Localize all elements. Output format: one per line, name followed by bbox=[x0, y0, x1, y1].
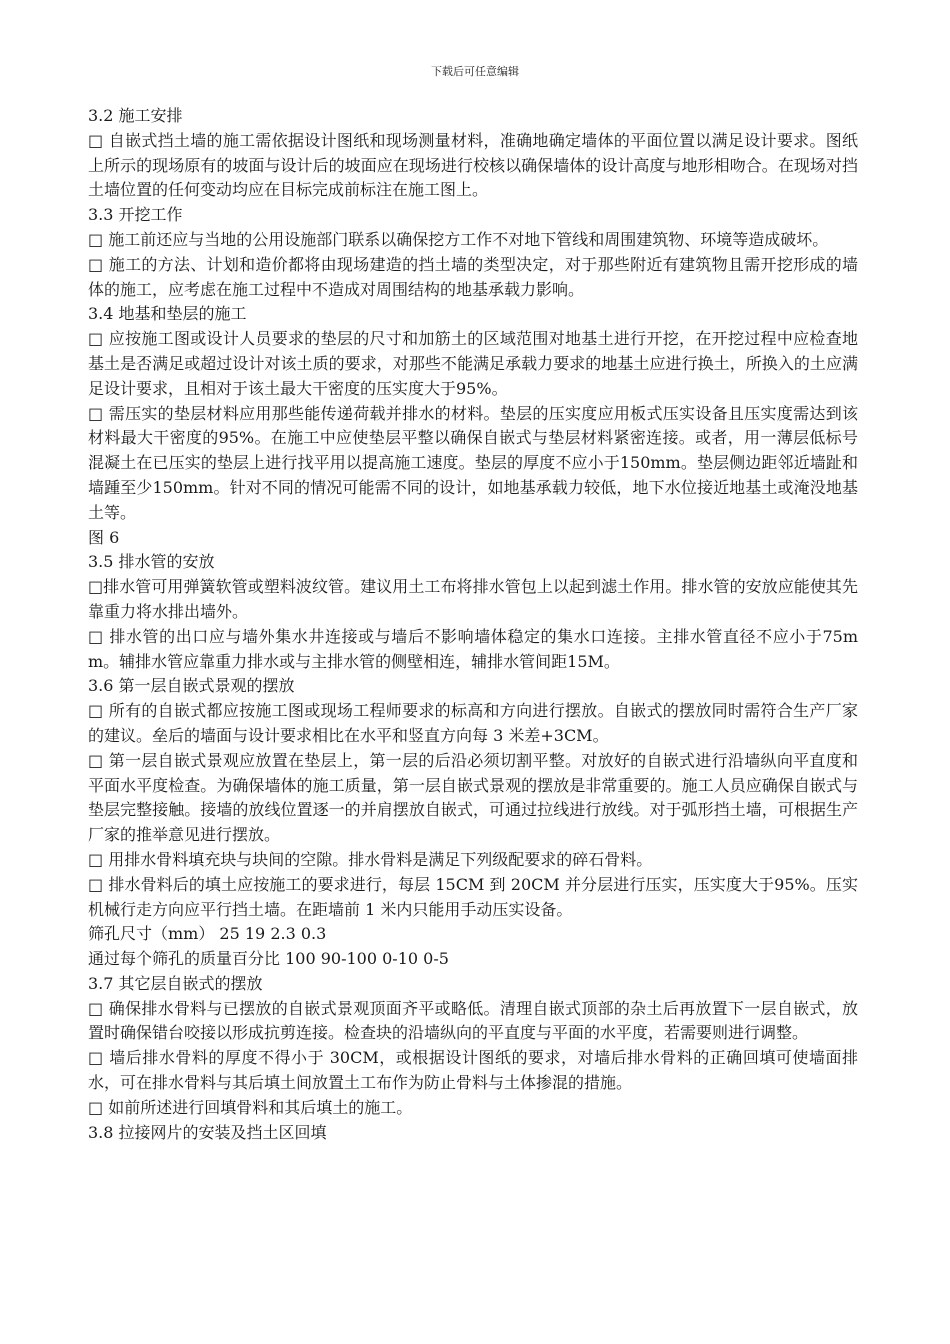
heading-3-3: 3.3 开挖工作 bbox=[88, 205, 183, 225]
paragraph: □ 自嵌式挡土墙的施工需依据设计图纸和现场测量材料，准确地确定墙体的平面位置以满足设计要求。图纸上所示的现场原有的坡面与设计后的坡面应在现场进行校核以确保墙体的设计高度与地形相吻合。在现场对挡土墙位置的任何变动均应在目标完成前标注在施工图上。 bbox=[88, 130, 858, 200]
heading-3-6: 3.6 第一层自嵌式景观的摆放 bbox=[88, 676, 295, 696]
paragraph: □ 墙后排水骨料的厚度不得小于 30CM，或根据设计图纸的要求，对墙后排水骨料的正确回填可使墙面排水，可在排水骨料与其后填土间放置土工布作为防止骨料与土体掺混的措施。 bbox=[88, 1048, 858, 1093]
paragraph: □ 如前所述进行回填骨料和其后填土的施工。 bbox=[88, 1097, 413, 1117]
paragraph: □ 用排水骨料填充块与块间的空隙。排水骨料是满足下列级配要求的碎石骨料。 bbox=[88, 849, 653, 869]
sieve-size-row: 筛孔尺寸（mm） 25 19 2.3 0.3 bbox=[88, 924, 327, 944]
paragraph: □ 第一层自嵌式景观应放置在垫层上，第一层的后沿必须切割平整。对放好的自嵌式进行沿墙纵向平直度和平面水平度检查。为确保墙体的施工质量，第一层自嵌式景观的摆放是非常重要的。施工人员应确保自嵌式与垫层完整接触。接墙的放线位置逐一的并肩摆放自嵌式，可通过拉线进行放线。对于弧形挡土墙，可根据生产厂家的推举意见进行摆放。 bbox=[88, 750, 858, 845]
heading-3-8: 3.8 拉接网片的安装及挡土区回填 bbox=[88, 1122, 327, 1142]
paragraph: □ 应按施工图或设计人员要求的垫层的尺寸和加筋土的区域范围对地基土进行开挖，在开挖过程中应检查地基土是否满足或超过设计对该土质的要求，对那些不能满足承载力要求的地基土应进行换土，所换入的土应满足设计要求，且相对于该土最大干密度的压实度大于95%。 bbox=[88, 329, 858, 398]
page-header: 下载后可任意编辑 bbox=[431, 65, 519, 78]
sieve-pass-row: 通过每个筛孔的质量百分比 100 90-100 0-10 0-5 bbox=[88, 949, 449, 969]
heading-3-7: 3.7 其它层自嵌式的摆放 bbox=[88, 973, 263, 993]
paragraph: □ 排水骨料后的填土应按施工的要求进行，每层 15CM 到 20CM 并分层进行压实，压实度大于95%。压实机械行走方向应平行挡土墙。在距墙前 1 米内只能用手动压实设备。 bbox=[88, 874, 858, 919]
paragraph: □ 施工的方法、计划和造价都将由现场建造的挡土墙的类型决定，对于那些附近有建筑物且需开挖形成的墙体的施工，应考虑在施工过程中不造成对周围结构的地基承载力影响。 bbox=[88, 254, 858, 299]
document-body bbox=[88, 104, 858, 1145]
paragraph: □ 排水管的出口应与墙外集水井连接或与墙后不影响墙体稳定的集水口连接。主排水管直径不应小于75mm。辅排水管应靠重力排水或与主排水管的侧壁相连，辅排水管间距15M。 bbox=[88, 626, 858, 671]
paragraph: □ 施工前还应与当地的公用设施部门联系以确保挖方工作不对地下管线和周围建筑物、环境等造成破坏。 bbox=[88, 229, 829, 249]
paragraph: □排水管可用弹簧软管或塑料波纹管。建议用土工布将排水管包上以起到滤土作用。排水管的安放应能使其先靠重力将水排出墙外。 bbox=[88, 577, 858, 621]
paragraph: □ 需压实的垫层材料应用那些能传递荷载并排水的材料。垫层的压实度应用板式压实设备且压实度需达到该材料最大干密度的95%。在施工中应使垫层平整以确保自嵌式与垫层材料紧密连接。或者，用一薄层低标号混凝土在已压实的垫层上进行找平用以提高施工速度。垫层的厚度不应小于150mm。垫层侧边距邻近墙趾和墙踵至少150mm。针对不同的情况可能需不同的设计，如地基承载力较低，地下水位接近地基土或淹没地基土等。 bbox=[88, 403, 858, 522]
heading-3-2: 3.2 施工安排 bbox=[88, 106, 183, 125]
heading-3-4: 3.4 地基和垫层的施工 bbox=[88, 304, 247, 324]
figure-label: 图 6 bbox=[88, 527, 120, 547]
heading-3-5: 3.5 排水管的安放 bbox=[88, 552, 215, 572]
paragraph: □ 所有的自嵌式都应按施工图或现场工程师要求的标高和方向进行摆放。自嵌式的摆放同时需符合生产厂家的建议。垒后的墙面与设计要求相比在水平和竖直方向每 3 米差+3CM。 bbox=[88, 701, 858, 745]
paragraph: □ 确保排水骨料与已摆放的自嵌式景观顶面齐平或略低。清理自嵌式顶部的杂土后再放置下一层自嵌式，放置时确保错台咬接以形成抗剪连接。检查块的沿墙纵向的平直度与平面的水平度，若需要则进行调整。 bbox=[88, 998, 858, 1043]
